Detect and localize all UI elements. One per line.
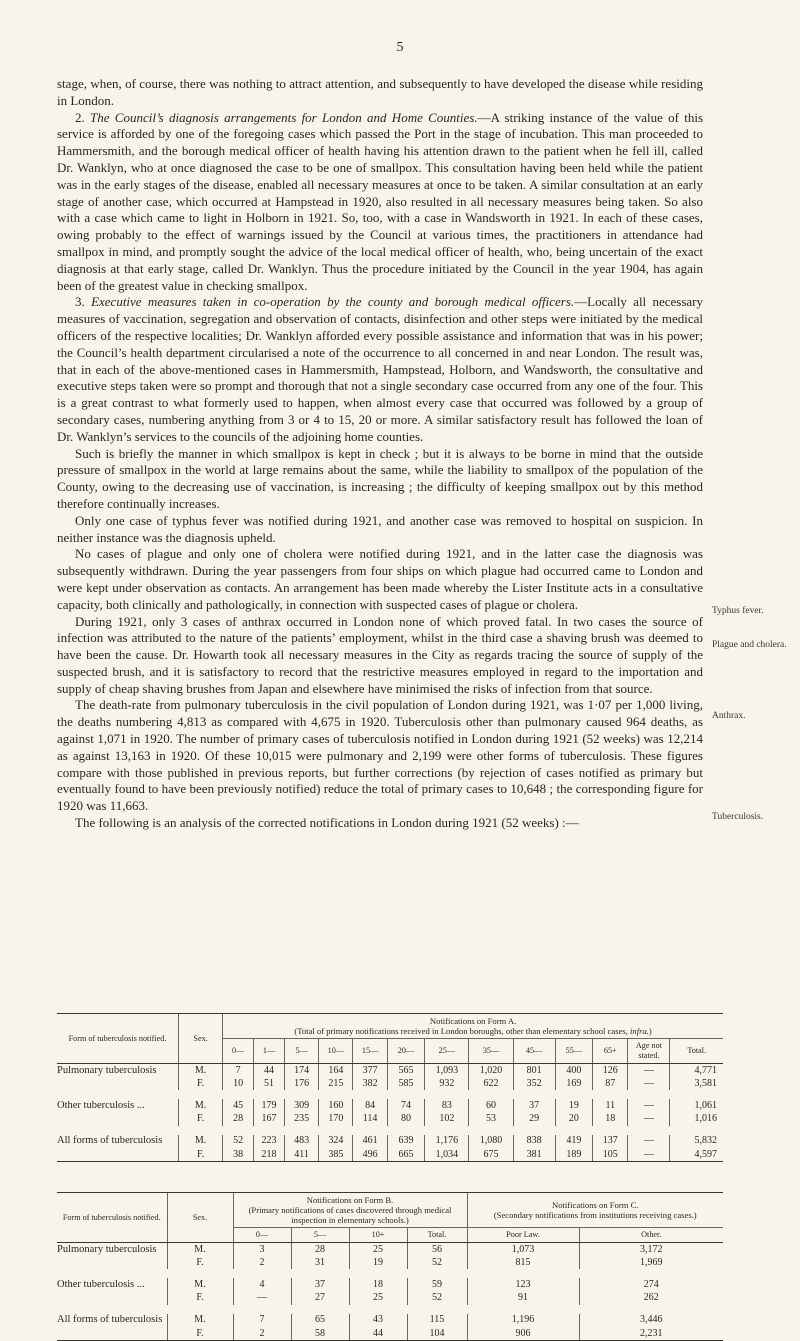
table-cell: 65 (291, 1314, 349, 1327)
row-form-label: Pulmonary tuberculosis (57, 1243, 157, 1255)
row-sex: M. (167, 1243, 233, 1257)
table-row (57, 1314, 723, 1327)
table-cell: 91 (467, 1292, 579, 1305)
table-cell: — (628, 1064, 670, 1078)
row-form-label (57, 1113, 178, 1126)
form-c-group-header: Notifications on Form C. (Secondary notifications from institutions receiving cases.) (467, 1193, 723, 1228)
table-cell: 123 (467, 1278, 579, 1291)
table-cell: 10 (223, 1077, 254, 1090)
paragraph-tuberculosis: The death-rate from pulmonary tuberculosis in the civil population of London during 1921, was 1·07 per 1,000 living, the deaths numbering 4,813 as compared with 4,675 in 1920. Tuberculosis other than pulmonary caused 964 deaths, as against 1,071 in 1920. The number of primary cases of tuberculosis notified in London during 1921 (52 weeks) was 12,214 as against 13,163 in 1920. Of these 10,015 were pulmonary and 2,199 were other forms of tuberculosis. These figures compare with those published in previous reports, but further corrections (by rejection of cases notified as primary but eventually found to have been previously notified) reduce the total of primary cases to 10,648 ; the corresponding figure for 1920 was 11,663. (57, 697, 703, 814)
table-cell: 28 (291, 1243, 349, 1257)
table-cell: 20 (555, 1113, 593, 1126)
paragraph-executive-measures: 3. Executive measures taken in co-operation by the county and borough medical officers.—Locally all necessary measures of vaccination, segregation and observation of contacts, disinfection and other steps were initiated by the medical officers of the respective localities; Dr. Wanklyn afforded every possible assistance and information that was in his power; the Council’s health department circularised a note of the occurrence to all concerned in and near London. The result was, that in each of the above-mentioned cases in Hammersmith, Hampstead, Holborn, and Wandsworth, the consultative and executive steps taken were so prompt and thorough that not a single secondary case occurred from any one of the four. This is a great contrast to what formerly used to happen, when almost every case that occurred was followed by a group of secondary cases, numbering anything from 3 or 4 to 15, 20 or more. A similar satisfactory result has followed the loan of Dr. Wanklyn’s services to the councils of the adjoining home counties. (57, 294, 703, 444)
row-sex: F. (178, 1113, 222, 1126)
margin-note-typhus: Typhus fever. (712, 606, 764, 616)
age-header: 25— (425, 1039, 469, 1064)
table-cell: 1,020 (469, 1064, 513, 1078)
row-sex: F. (167, 1327, 233, 1341)
age-header: 15— (353, 1039, 387, 1064)
table-cell: 45 (223, 1099, 254, 1112)
table-cell: 419 (555, 1135, 593, 1148)
table-cell: 31 (291, 1256, 349, 1269)
table-cell: 235 (285, 1113, 319, 1126)
age-header: 0— (233, 1228, 291, 1243)
table-row (57, 1278, 723, 1291)
table-cell: 25 (349, 1292, 407, 1305)
table-cell: 28 (223, 1113, 254, 1126)
row-sex: M. (167, 1278, 233, 1291)
table-cell: 585 (387, 1077, 425, 1090)
row-form-label: Pulmonary tuberculosis (57, 1064, 157, 1076)
table-cell: 1,016 (670, 1113, 723, 1126)
total-header: Total. (407, 1228, 467, 1243)
body-text (57, 76, 703, 832)
table-cell: 622 (469, 1077, 513, 1090)
table-cell: 27 (291, 1292, 349, 1305)
table-row (57, 1135, 723, 1148)
age-header: 45— (513, 1039, 555, 1064)
paragraph-plague-cholera: No cases of plague and only one of cholera were notified during 1921, and in the latter case the diagnosis was subsequently withdrawn. During the year passengers from four ships on which plague had occurred came to London and were kept under observation as contacts. An arrangement has been made whereby the Lister Institute acts in a consultative capacity, both clinically and pathologically, in connection with suspected cases of plague or cholera. (57, 546, 703, 612)
table-cell: 102 (425, 1113, 469, 1126)
table-cell: — (628, 1113, 670, 1126)
table-cell: 461 (353, 1135, 387, 1148)
table-cell: 38 (223, 1148, 254, 1162)
table-cell: 3 (233, 1243, 291, 1257)
table-cell: 1,969 (579, 1256, 723, 1269)
table-cell: — (628, 1077, 670, 1090)
table-row (57, 1064, 723, 1078)
table-cell: 52 (407, 1292, 467, 1305)
age-header: 5— (291, 1228, 349, 1243)
table-cell: 675 (469, 1148, 513, 1162)
table-row (57, 1077, 723, 1090)
table-cell: 53 (469, 1113, 513, 1126)
table-cell: 483 (285, 1135, 319, 1148)
table-cell: 43 (349, 1314, 407, 1327)
table-cell: 56 (407, 1243, 467, 1257)
table-cell: 377 (353, 1064, 387, 1078)
row-sex: F. (178, 1077, 222, 1090)
table-cell: 5,832 (670, 1135, 723, 1148)
table-cell: 400 (555, 1064, 593, 1078)
table-cell: — (233, 1292, 291, 1305)
table-cell: 381 (513, 1148, 555, 1162)
table-cell: 18 (593, 1113, 628, 1126)
table-cell: 2 (233, 1256, 291, 1269)
paragraph-continuation: stage, when, of course, there was nothing to attract attention, and subsequently to have developed the disease while residing in London. (57, 76, 703, 108)
table-cell: 83 (425, 1099, 469, 1112)
row-form-label: All forms of tuberculosis (57, 1314, 163, 1326)
table-row (57, 1113, 723, 1126)
table-cell: 189 (555, 1148, 593, 1162)
paragraph-smallpox-summary: Such is briefly the manner in which smallpox is kept in check ; but it is always to be borne in mind that the outside pressure of smallpox in the world at large remains about the same, while the liability to smallpox of the population of the County, owing to the decreasing use of vaccination, is increasing ; the difficulty of keeping smallpox out by this method therefore continually increases. (57, 445, 703, 511)
table-cell: 262 (579, 1292, 723, 1305)
table-cell: 44 (254, 1064, 285, 1078)
table-row (57, 1327, 723, 1341)
table-cell: 496 (353, 1148, 387, 1162)
table-cell: 665 (387, 1148, 425, 1162)
row-spacer (57, 1305, 723, 1314)
other-header: Other. (579, 1228, 723, 1243)
table-cell: 838 (513, 1135, 555, 1148)
col-form-header: Form of tuberculosis notified. (57, 1193, 167, 1243)
table-cell: 160 (319, 1099, 353, 1112)
table-cell: 801 (513, 1064, 555, 1078)
table-cell: 52 (407, 1256, 467, 1269)
age-header: 65+ (593, 1039, 628, 1064)
section-heading: The Council’s diagnosis arrangements for London and Home Counties. (90, 109, 478, 125)
row-sex: M. (178, 1099, 222, 1112)
row-spacer (57, 1126, 723, 1135)
age-header: 20— (387, 1039, 425, 1064)
row-sex: M. (167, 1314, 233, 1327)
row-sex: F. (167, 1292, 233, 1305)
table-cell: 218 (254, 1148, 285, 1162)
table-cell: 115 (407, 1314, 467, 1327)
age-header: 35— (469, 1039, 513, 1064)
table-cell: — (628, 1099, 670, 1112)
table-cell: 167 (254, 1113, 285, 1126)
table-row (57, 1099, 723, 1112)
row-sex: M. (178, 1064, 222, 1078)
table-cell: 104 (407, 1327, 467, 1341)
table-cell: 382 (353, 1077, 387, 1090)
table-cell: 105 (593, 1148, 628, 1162)
table-cell: 3,172 (579, 1243, 723, 1257)
table-cell: 565 (387, 1064, 425, 1078)
table-cell: 87 (593, 1077, 628, 1090)
age-header: 5— (285, 1039, 319, 1064)
table-cell: 223 (254, 1135, 285, 1148)
row-form-label (57, 1148, 178, 1162)
table-form-a (57, 1013, 723, 1162)
table-cell: 18 (349, 1278, 407, 1291)
row-sex: F. (167, 1256, 233, 1269)
table-cell: 274 (579, 1278, 723, 1291)
age-header: 55— (555, 1039, 593, 1064)
table-cell: 309 (285, 1099, 319, 1112)
table-cell: 176 (285, 1077, 319, 1090)
table-cell: 170 (319, 1113, 353, 1126)
table-cell: 639 (387, 1135, 425, 1148)
row-spacer (57, 1269, 723, 1278)
table-cell: 37 (291, 1278, 349, 1291)
table-cell: 815 (467, 1256, 579, 1269)
age-header: 10+ (349, 1228, 407, 1243)
col-sex-header: Sex. (178, 1014, 222, 1064)
row-spacer (57, 1090, 723, 1099)
table-row (57, 1256, 723, 1269)
table-cell: 58 (291, 1327, 349, 1341)
form-a-body (57, 1064, 723, 1162)
form-a-group-header: Notifications on Form A. (Total of primary notifications received in London boroughs, other than elementary school cases, infra.) (223, 1014, 723, 1039)
paragraph-diagnosis-arrangements: 2. The Council’s diagnosis arrangements for London and Home Counties.—A striking instance of the value of this service is afforded by one of the foregoing cases which passed the Port in the stage of incubation. This man proceeded to Hammersmith, and the borough medical officer of health having his attention drawn to the patient when he fell ill, called Dr. Wanklyn, who at once diagnosed the case to be one of smallpox. This consultation having been held while the patient was in the early stages of the disease, enabled all necessary measures at once to be taken. A similar consultation at an early stage of another case, which occurred at Hampstead in 1920, also resulted in all necessary measures being taken. So also with a case which came to light in Holborn in 1921. So, too, with a case in Wandsworth in 1921. In each of these cases, owing probably to the effect of warnings issued by the Council at various times, the practitioners in attendance had smallpox in mind, and promptly sought the advice of the local medical officer of health, who, being uncertain of the exact diagnosis at that early stage, called Dr. Wanklyn. Thus the procedure initiated by the Council in the year 1904, has again been of the greatest value in checking smallpox. (57, 109, 704, 293)
table-cell: 52 (223, 1135, 254, 1148)
row-form-label: All forms of tuberculosis (57, 1135, 163, 1147)
table-cell: 19 (349, 1256, 407, 1269)
poor-law-header: Poor Law. (467, 1228, 579, 1243)
table-cell: 114 (353, 1113, 387, 1126)
paragraph-table-intro: The following is an analysis of the corrected notifications in London during 1921 (52 weeks) :— (75, 815, 579, 831)
table-cell: 80 (387, 1113, 425, 1126)
table-cell: 1,034 (425, 1148, 469, 1162)
table-cell: 51 (254, 1077, 285, 1090)
age-header: Age not stated. (628, 1039, 670, 1064)
row-form-label: Other tuberculosis ... (57, 1278, 145, 1290)
age-header: 1— (254, 1039, 285, 1064)
table-cell: 2 (233, 1327, 291, 1341)
table-cell: 3,581 (670, 1077, 723, 1090)
row-form-label (57, 1292, 167, 1305)
table-row (57, 1243, 723, 1257)
table-cell: 37 (513, 1099, 555, 1112)
row-form-label: Other tuberculosis ... (57, 1099, 145, 1111)
table-cell: 11 (593, 1099, 628, 1112)
table-cell: 84 (353, 1099, 387, 1112)
page-number: 5 (396, 40, 404, 55)
table-cell: 3,446 (579, 1314, 723, 1327)
table-cell: 4 (233, 1278, 291, 1291)
row-sex: M. (178, 1135, 222, 1148)
margin-note-anthrax: Anthrax. (712, 711, 746, 721)
row-form-label (57, 1256, 167, 1269)
table-cell: 126 (593, 1064, 628, 1078)
table-cell: 74 (387, 1099, 425, 1112)
table-cell: 179 (254, 1099, 285, 1112)
table-cell: 1,176 (425, 1135, 469, 1148)
table-cell: 906 (467, 1327, 579, 1341)
col-form-header: Form of tuberculosis notified. (57, 1014, 178, 1064)
table-cell: 4,771 (670, 1064, 723, 1078)
total-header: Total. (670, 1039, 723, 1064)
table-cell: 324 (319, 1135, 353, 1148)
table-cell: 2,231 (579, 1327, 723, 1341)
paragraph-typhus: Only one case of typhus fever was notified during 1921, and another case was removed to hospital on suspicion. In neither instance was the diagnosis upheld. (57, 512, 703, 545)
table-cell: 7 (223, 1064, 254, 1078)
age-header: 0— (223, 1039, 254, 1064)
table-cell: — (628, 1148, 670, 1162)
table-cell: 19 (555, 1099, 593, 1112)
margin-note-tuberculosis: Tuberculosis. (712, 812, 764, 822)
table-cell: 411 (285, 1148, 319, 1162)
table-cell: 174 (285, 1064, 319, 1078)
form-b-c-body (57, 1243, 723, 1341)
table-cell: 137 (593, 1135, 628, 1148)
table-cell: 4,597 (670, 1148, 723, 1162)
table-row (57, 1148, 723, 1162)
row-form-label (57, 1327, 167, 1341)
col-sex-header: Sex. (167, 1193, 233, 1243)
table-cell: 1,073 (467, 1243, 579, 1257)
table-cell: 215 (319, 1077, 353, 1090)
table-row (57, 1292, 723, 1305)
form-b-group-header: Notifications on Form B. (Primary notifications of cases discovered through medical inspection in elementary schools.) (233, 1193, 467, 1228)
table-cell: 1,093 (425, 1064, 469, 1078)
table-form-b-c (57, 1192, 723, 1341)
paragraph-anthrax: During 1921, only 3 cases of anthrax occurred in London none of which proved fatal. In two cases the source of infection was attributed to the nature of the patients’ employment, whilst in the third case a shaving brush was deemed to have been the cause. Dr. Howarth took all necessary measures in the City as regards tracing the source of supply of the suspected brush, and it is satisfactory to record that the restrictive measures employed in regard to the importation and supply of cheap shaving brushes from Japan and elsewhere have minimised the risks of infection from that source. (57, 613, 703, 696)
table-cell: 1,061 (670, 1099, 723, 1112)
table-cell: 59 (407, 1278, 467, 1291)
table-cell: 932 (425, 1077, 469, 1090)
margin-note-plague: Plague and cholera. (712, 640, 787, 650)
table-cell: 29 (513, 1113, 555, 1126)
age-header: 10— (319, 1039, 353, 1064)
table-cell: — (628, 1135, 670, 1148)
table-cell: 352 (513, 1077, 555, 1090)
table-cell: 1,196 (467, 1314, 579, 1327)
row-sex: F. (178, 1148, 222, 1162)
table-cell: 7 (233, 1314, 291, 1327)
section-heading: Executive measures taken in co-operation by the county and borough medical officers. (91, 294, 575, 310)
table-cell: 164 (319, 1064, 353, 1078)
row-form-label (57, 1077, 178, 1090)
table-cell: 1,080 (469, 1135, 513, 1148)
table-cell: 25 (349, 1243, 407, 1257)
table-cell: 169 (555, 1077, 593, 1090)
table-cell: 44 (349, 1327, 407, 1341)
table-cell: 385 (319, 1148, 353, 1162)
table-cell: 60 (469, 1099, 513, 1112)
